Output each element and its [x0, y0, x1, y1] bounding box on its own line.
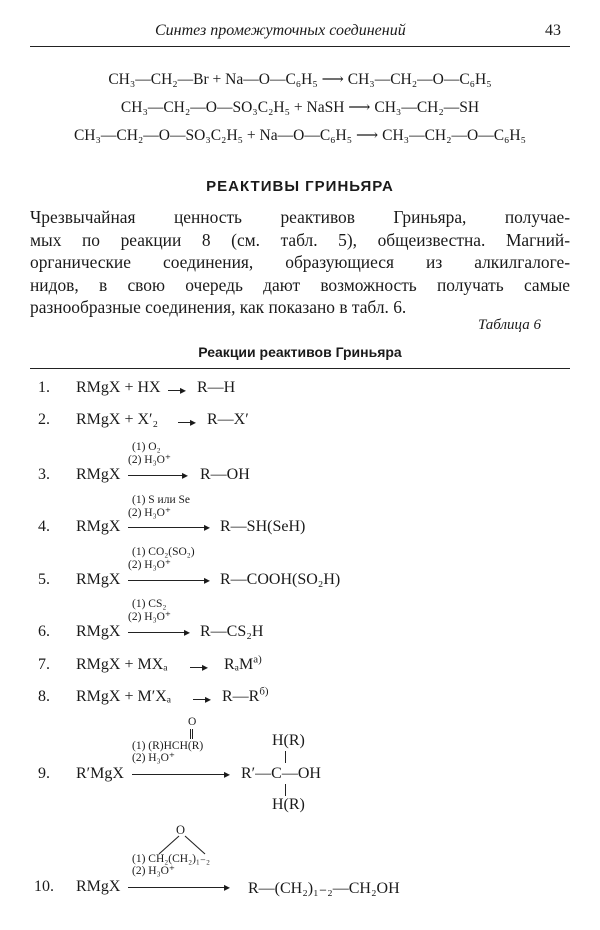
equation-1: CH₃—CH₂—Br + Na—O—C₆H₅ ⟶ CH₃—CH₂—O—C₆H₅	[108, 71, 492, 88]
row-number: 5.	[38, 571, 50, 588]
arrow-head-icon: ▸	[204, 520, 211, 534]
reactants: RMgX + HX	[76, 379, 161, 396]
row-number: 6.	[38, 623, 50, 640]
row-number: 8.	[38, 688, 50, 705]
condition-step-1: (1) CS₂	[132, 598, 167, 610]
condition-step-1: (1) (R)HCH(R)	[132, 740, 204, 752]
product: R—X′	[207, 411, 249, 428]
arrow-head-icon: ▸	[180, 383, 187, 397]
product: R—(CH₂)₁₋₂—CH₂OH	[248, 880, 400, 897]
arrow-head-icon: ▸	[202, 660, 209, 674]
row-number: 10.	[34, 878, 54, 895]
product: R—SH(SeH)	[220, 518, 306, 535]
arrow-head-icon: ▸	[184, 625, 191, 639]
reaction-arrow	[128, 887, 228, 888]
product-group	[224, 653, 262, 674]
product-group	[222, 685, 269, 706]
reaction-arrow	[128, 475, 186, 476]
running-header-title: Синтез промежуточных соединений	[155, 22, 406, 39]
reactants: RMgX	[76, 878, 121, 895]
arrow-head-icon: ▸	[224, 880, 231, 894]
reaction-arrow	[128, 527, 208, 528]
reactants: RMgX + MXₐ	[76, 656, 168, 673]
product: R—COOH(SO₂H)	[220, 571, 341, 588]
table-rule	[30, 368, 570, 369]
paragraph-line: нидов, в свою очередь дают возможность получать самые	[30, 274, 570, 295]
footnote-marker: б)	[259, 685, 269, 698]
bond-line	[285, 784, 286, 796]
row-number: 3.	[38, 466, 50, 483]
arrow-head-icon: ▸	[204, 573, 211, 587]
arrow-head-icon: ▸	[190, 415, 197, 429]
product: R—CS₂H	[200, 623, 264, 640]
paragraph-line: мых по реакции 8 (см. табл. 5), общеизвестна. Магний-	[30, 229, 570, 250]
condition-step-2: (2) H₃O⁺	[132, 752, 175, 764]
paragraph-line: Чрезвычайная ценность реактивов Гриньяра, получае-	[30, 207, 570, 227]
top-group: H(R)	[272, 732, 305, 749]
condition-step-2: (2) H₃O⁺	[128, 611, 171, 623]
reactants: RMgX + X′₂	[76, 411, 159, 428]
section-title: РЕАКТИВЫ ГРИНЬЯРА	[206, 178, 394, 195]
arrow-head-icon: ▸	[205, 692, 212, 706]
epoxide-oxygen: O	[176, 823, 186, 837]
reactants: RMgX	[76, 518, 121, 535]
product: R—R	[222, 688, 260, 705]
body-paragraph	[30, 206, 570, 319]
reaction-arrow	[132, 774, 228, 775]
equation-2: CH₃—CH₂—O—SO₃C₂H₅ + NaSH ⟶ CH₃—CH₂—SH	[120, 99, 480, 116]
arrow-head-icon: ▸	[224, 767, 231, 781]
product: R′—C—OH	[241, 765, 321, 782]
condition-step-2: (2) H₃O⁺	[128, 559, 171, 571]
condition-step-1: (1) CH₂(CH₂)₁₋₂	[132, 853, 211, 865]
bond-line	[285, 751, 286, 763]
condition-step-2: (2) H₃O⁺	[128, 454, 171, 466]
equation-3: CH₃—CH₂—O—SO₃C₂H₅ + Na—O—C₆H₅ ⟶ CH₃—CH₂—O—C₆H₅	[73, 127, 527, 144]
reactants: RMgX	[76, 466, 121, 483]
row-number: 1.	[38, 379, 50, 396]
header-rule	[30, 46, 570, 47]
table-title: Реакции реактивов Гриньяра	[198, 344, 402, 360]
row-number: 9.	[38, 765, 50, 782]
reaction-arrow	[128, 580, 208, 581]
reactants: RMgX + M′Xₐ	[76, 688, 172, 705]
product: R—H	[197, 379, 236, 396]
condition-step-1: (1) O₂	[132, 441, 161, 453]
condition-step-2: (2) H₃O⁺	[128, 507, 171, 519]
carbonyl-oxygen: O	[188, 716, 197, 728]
page-number: 43	[545, 22, 561, 39]
footnote-marker: а)	[253, 653, 262, 666]
product: RₐM	[224, 656, 254, 673]
condition-step-2: (2) H₃O⁺	[132, 865, 175, 877]
reactants: RMgX	[76, 571, 121, 588]
row-number: 4.	[38, 518, 50, 535]
double-bond-icon	[190, 729, 193, 739]
condition-step-1: (1) CO₂(SO₂)	[132, 546, 195, 558]
row-number: 2.	[38, 411, 50, 428]
reaction-arrow	[128, 632, 188, 633]
arrow-head-icon: ▸	[182, 468, 189, 482]
bottom-group: H(R)	[272, 796, 305, 813]
table-caption: Таблица 6	[478, 317, 541, 333]
paragraph-line: разнообразные соединения, как показано в табл. 6.	[30, 297, 407, 318]
product: R—OH	[200, 466, 250, 483]
reactants: RMgX	[76, 623, 121, 640]
reactants: R′MgX	[76, 765, 124, 782]
paragraph-line: органические соединения, образующиеся из алкилгалоге-	[30, 252, 570, 273]
row-number: 7.	[38, 656, 50, 673]
condition-step-1: (1) S или Se	[132, 494, 190, 506]
